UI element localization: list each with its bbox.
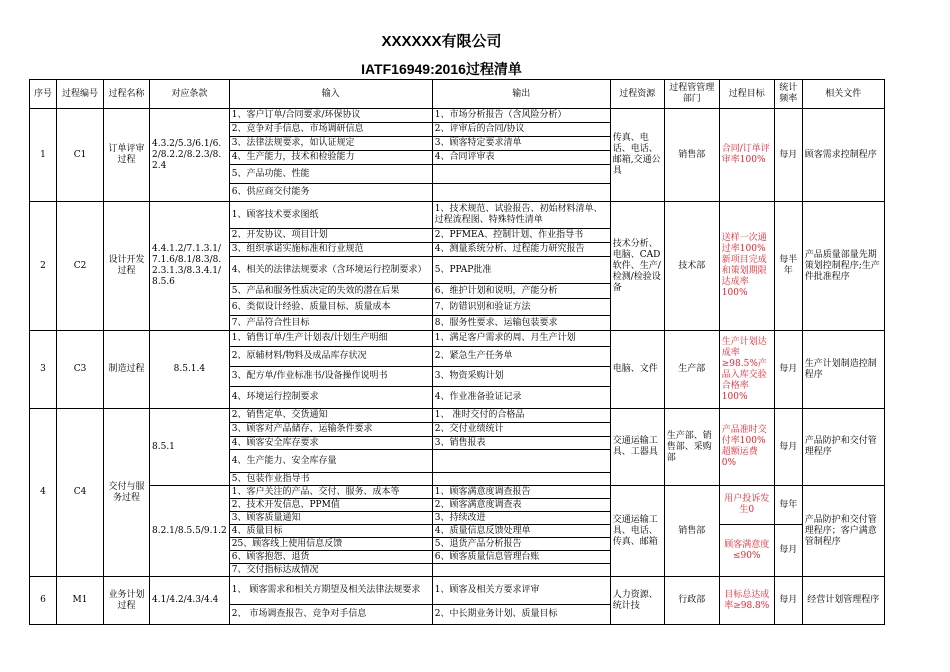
table-row	[30, 202, 885, 229]
header-row	[30, 80, 885, 109]
process-no: 6	[30, 577, 57, 625]
output-cell: 7、防错识别和验证方法	[432, 299, 610, 316]
input-cell: 7、交付指标达成情况	[229, 564, 432, 577]
process-resources: 人力资源、统计技	[610, 577, 664, 625]
process-docs: 产品质量部量先期策划控制程序;生产件批准程序	[802, 202, 884, 331]
header-resources: 过程资源	[610, 80, 664, 109]
process-resources: 传真、电话、电话、邮箱,交通公具	[610, 109, 664, 202]
title-block	[0, 30, 883, 81]
output-cell	[432, 450, 610, 473]
input-cell: 25、顾客线上使用信息反馈	[229, 538, 432, 551]
process-clause: 8.5.1.4	[150, 331, 230, 409]
input-cell: 4、生产能力，技术和检验能力	[229, 151, 432, 165]
process-clause: 8.2.1/8.5.5/9.1.2	[150, 486, 230, 577]
output-cell: 1、满足客户需求的周、月生产计划	[432, 331, 610, 347]
input-cell: 3、顾客质量通知	[229, 512, 432, 525]
process-resources: 交通运输工具、工器具	[610, 409, 664, 486]
input-cell: 1、销售订单/生产计划表/计划生产明细	[229, 331, 432, 347]
process-resources: 交通运输工具、电话、传真、邮箱	[610, 486, 664, 577]
input-cell: 2、 市场调查报告、竞争对手信息	[229, 605, 432, 625]
header-name: 过程名称	[104, 80, 150, 109]
process-target: 合同/订单评审率100%	[719, 109, 774, 202]
input-cell: 5、产品和服务性质决定的失效的潜在后果	[229, 284, 432, 299]
header-dept: 过程管管理部门	[664, 80, 719, 109]
input-cell: 2、技术开发信息、PPM值	[229, 499, 432, 512]
process-clause: 8.5.1	[150, 409, 230, 486]
process-dept: 销售部	[664, 109, 719, 202]
output-cell: 2、PFMEA、控制计划、作业指导书	[432, 229, 610, 243]
process-dept: 销售部	[664, 486, 719, 577]
document-subtitle: IATF16949:2016过程清单	[361, 61, 522, 77]
process-no: 2	[30, 202, 57, 331]
process-resources: 技术分析、电脑、CAD软件、生产/检测/检验设备	[610, 202, 664, 331]
header-target: 过程目标	[719, 80, 774, 109]
process-code: C4	[57, 409, 104, 577]
process-name: 订单评审过程	[104, 109, 150, 202]
input-cell: 2、销售定单、交货通知	[229, 409, 432, 423]
input-cell: 1、顾客技术要求图纸	[229, 202, 432, 229]
output-cell: 8、服务性要求、运输包装要求	[432, 316, 610, 331]
process-dept: 技术部	[664, 202, 719, 331]
output-cell: 1、顾客及相关方要求评审	[432, 577, 610, 605]
output-cell	[432, 165, 610, 184]
process-target: 顾客满意度≤90%	[719, 525, 774, 577]
header-output: 输出	[432, 80, 610, 109]
output-cell: 6、维护计划和说明，产能分析	[432, 284, 610, 299]
input-cell: 1、客户订单/合同要求/环保协议	[229, 109, 432, 123]
process-freq: 每月	[774, 331, 802, 409]
output-cell: 2、顾客满意度调查表	[432, 499, 610, 512]
process-name: 设计开发过程	[104, 202, 150, 331]
table-row	[30, 409, 885, 423]
process-dept: 生产部	[664, 331, 719, 409]
input-cell: 4、环境运行控制要求	[229, 387, 432, 409]
output-cell: 3、顾客特定要求清单	[432, 137, 610, 151]
input-cell: 6、顾客抱怨、退货	[229, 551, 432, 564]
input-cell: 6、供应商交付能务	[229, 184, 432, 202]
output-cell: 1、市场分析报告（含风险分析）	[432, 109, 610, 123]
process-freq: 每月	[774, 409, 802, 486]
input-cell: 4、质量目标	[229, 525, 432, 538]
header-no: 序号	[30, 80, 57, 109]
input-cell: 4、相关的法律法规要求（含环境运行控制要求）	[229, 257, 432, 284]
output-cell: 2、紧急生产任务单	[432, 347, 610, 367]
input-cell: 4、顾客安全库存要求	[229, 437, 432, 450]
output-cell: 5、退货产品分析报告	[432, 538, 610, 551]
output-cell	[432, 564, 610, 577]
header-docs: 相关文件	[802, 80, 884, 109]
output-cell: 2、交付业绩统计	[432, 423, 610, 437]
output-cell: 1、顾客满意度调查报告	[432, 486, 610, 499]
output-cell: 6、顾客质量信息管理台账	[432, 551, 610, 564]
process-code: C1	[57, 109, 104, 202]
process-freq: 每月	[774, 109, 802, 202]
input-cell: 4、生产能力、安全库存量	[229, 450, 432, 473]
process-clause: 4.4.1.2/7.1.3.1/7.1.6/8.1/8.3/8.2.3.1.3/8.3.4.1/8.5.6	[150, 202, 230, 331]
process-freq: 每半年	[774, 202, 802, 331]
input-cell: 1、 顾客需求和相关方期望及相关法律法规要求	[229, 577, 432, 605]
process-freq: 每月	[774, 525, 802, 577]
output-cell: 2、中长期业务计划、质量目标	[432, 605, 610, 625]
output-cell: 1、技术规范、试验报告、初始材料清单、过程流程图、特殊特性清单	[432, 202, 610, 229]
table-row	[30, 109, 885, 123]
header-input: 输入	[229, 80, 432, 109]
process-dept: 生产部、销售部、采购部	[664, 409, 719, 486]
process-docs: 经营计划管理程序	[802, 577, 884, 625]
output-cell: 4、测量系统分析、过程能力研究报告	[432, 243, 610, 257]
input-cell: 3、顾客对产品储存、运输条件要求	[229, 423, 432, 437]
output-cell: 3、持续改进	[432, 512, 610, 525]
output-cell: 4、合同评审表	[432, 151, 610, 165]
header-freq: 统计频率	[774, 80, 802, 109]
process-clause: 4.3.2/5.3/6.1/6.2/8.2.2/8.2.3/8.2.4	[150, 109, 230, 202]
process-freq: 每月	[774, 577, 802, 625]
output-cell: 5、PPAP批准	[432, 257, 610, 284]
input-cell: 2、竞争对手信息、市场调研信息	[229, 123, 432, 137]
process-table	[29, 79, 885, 625]
process-freq: 每年	[774, 486, 802, 525]
output-cell: 4、质量信息反馈处理单	[432, 525, 610, 538]
output-cell: 4、作业准备验证记录	[432, 387, 610, 409]
header-clause: 对应条款	[150, 80, 230, 109]
output-cell: 1、 准时交付的合格品	[432, 409, 610, 423]
process-name: 交付与服务过程	[104, 409, 150, 577]
input-cell: 3、配方单/作业标准书/设备操作说明书	[229, 367, 432, 387]
process-code: M1	[57, 577, 104, 625]
input-cell: 7、产品符合性目标	[229, 316, 432, 331]
input-cell: 3、法律法规要求，如认证规定	[229, 137, 432, 151]
header-code: 过程编号	[57, 80, 104, 109]
document-title: XXXXXX有限公司	[381, 33, 502, 50]
input-cell: 1、客户关注的产品、交付、服务、成本等	[229, 486, 432, 499]
process-target: 生产计划达成率≥98.5%产品入库交验合格率100%	[719, 331, 774, 409]
process-target: 用户投诉发生0	[719, 486, 774, 525]
table-row	[30, 331, 885, 347]
process-target: 送样一次通过率100%新项目完成和策划期限达成率100%	[719, 202, 774, 331]
process-no: 1	[30, 109, 57, 202]
process-target: 产品准时交付率100%超额运费0%	[719, 409, 774, 486]
process-clause: 4.1/4.2/4.3/4.4	[150, 577, 230, 625]
process-code: C3	[57, 331, 104, 409]
process-no: 3	[30, 331, 57, 409]
table-row	[30, 486, 885, 499]
process-resources: 电脑、文件	[610, 331, 664, 409]
process-code: C2	[57, 202, 104, 331]
table-row	[30, 577, 885, 605]
input-cell: 2、开发协议、项目计划	[229, 229, 432, 243]
process-docs: 产品防护和交付管理程序；客户满意管制程序	[802, 486, 884, 577]
input-cell: 2、原辅材料/物料及成品库存状况	[229, 347, 432, 367]
output-cell	[432, 184, 610, 202]
output-cell: 2、评审后的合同/协议	[432, 123, 610, 137]
output-cell: 3、物资采购计划	[432, 367, 610, 387]
process-docs: 生产计划制造控制程序	[802, 331, 884, 409]
input-cell: 5、产品功能、性能	[229, 165, 432, 184]
process-no: 4	[30, 409, 57, 577]
process-docs: 顾客需求控制程序	[802, 109, 884, 202]
input-cell: 5、包装作业指导书	[229, 473, 432, 486]
process-target: 目标总达成率≥98.8%	[719, 577, 774, 625]
process-docs: 产品防护和交付管理程序	[802, 409, 884, 486]
process-name: 业务计划过程	[104, 577, 150, 625]
process-dept: 行政部	[664, 577, 719, 625]
input-cell: 3、组织承诺实施标准和行业规范	[229, 243, 432, 257]
process-name: 制造过程	[104, 331, 150, 409]
output-cell: 3、销售报表	[432, 437, 610, 450]
output-cell	[432, 473, 610, 486]
input-cell: 6、类似设计经验、质量目标、质量成本	[229, 299, 432, 316]
